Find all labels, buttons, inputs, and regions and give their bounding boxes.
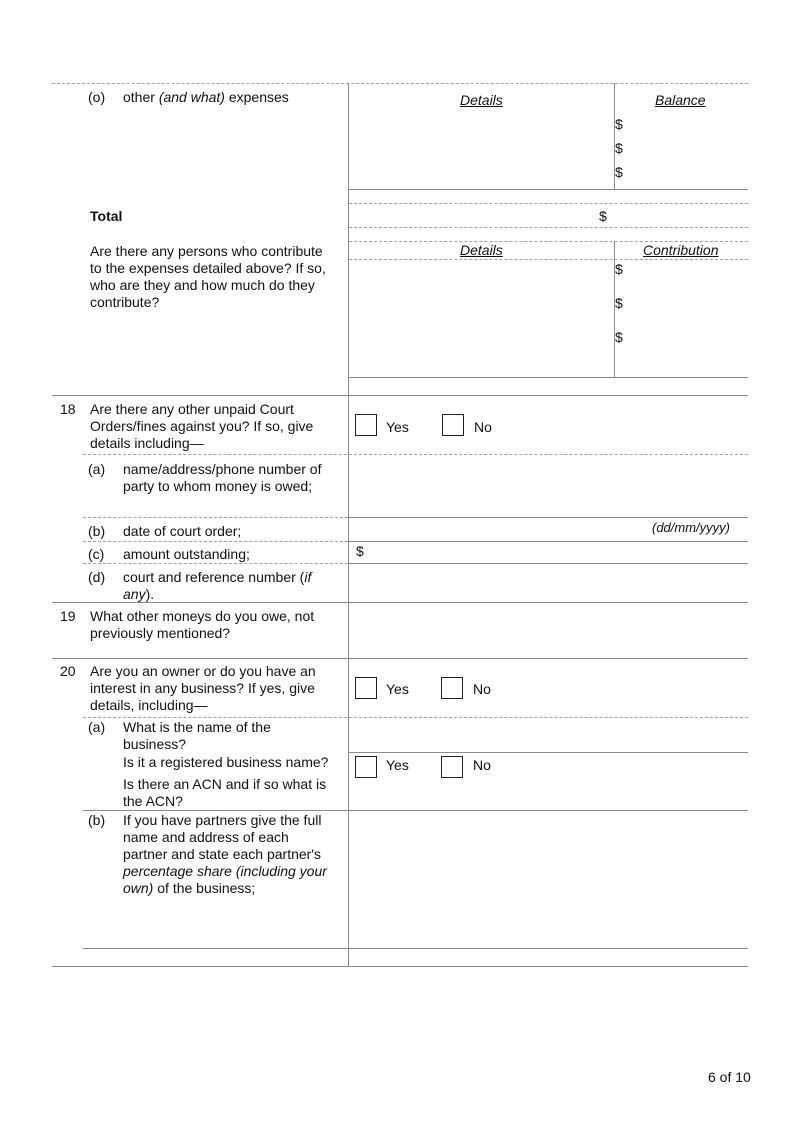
q18d-number: (d) xyxy=(88,569,106,585)
bottom-rule xyxy=(52,966,748,967)
top-rule xyxy=(52,83,748,84)
item-o-label-post: expenses xyxy=(224,89,289,105)
contrib-question-line-4: contribute? xyxy=(90,294,160,310)
details-header: Details xyxy=(460,92,503,108)
q18a-line-1: name/address/phone number of xyxy=(123,461,322,477)
q19-line-1: What other moneys do you owe, not xyxy=(90,608,315,624)
q18-yes-label: Yes xyxy=(386,419,409,435)
total-bottom-rule xyxy=(349,227,748,228)
q19-line-2: previously mentioned? xyxy=(90,625,231,641)
contrib-dollar-2: $ xyxy=(615,295,623,311)
q19-top-rule xyxy=(52,602,748,603)
q18-no-label: No xyxy=(474,419,492,435)
total-label: Total xyxy=(90,208,123,224)
q20-number: 20 xyxy=(60,663,76,679)
q20b-line-5 xyxy=(123,880,255,897)
q20b-line-3: partner and state each partner's xyxy=(123,846,322,862)
q20a-acn-line-1: Is there an ACN and if so what is xyxy=(123,776,327,792)
q18a-line-2: party to whom money is owed; xyxy=(123,478,313,494)
q20b-top-rule xyxy=(83,810,748,811)
q18-line-1: Are there any other unpaid Court xyxy=(90,401,294,417)
q20-line-3: details, including— xyxy=(90,697,208,713)
q20b-line-5-em: own) xyxy=(123,880,154,896)
q18b-date-format: (dd/mm/yyyy) xyxy=(652,520,730,535)
q20a-line-1: What is the name of the xyxy=(123,719,271,735)
q18d-text-post: ). xyxy=(145,586,155,602)
q18a-top-rule xyxy=(83,454,748,455)
balance-dollar-1: $ xyxy=(615,116,623,132)
q20-no-label: No xyxy=(473,681,491,697)
contrib-details-header: Details xyxy=(460,242,503,258)
q20b-line-2: name and address of each xyxy=(123,829,289,845)
q18b-top-rule-right xyxy=(349,517,748,518)
contrib-question-line-2: to the expenses detailed above? If so, xyxy=(90,260,326,276)
q18-top-rule xyxy=(52,395,748,396)
q20a-reg-no-checkbox[interactable] xyxy=(441,756,463,778)
q20-yes-checkbox[interactable] xyxy=(355,677,377,699)
balance-dollar-2: $ xyxy=(615,140,623,156)
q18-line-2: Orders/fines against you? If so, give xyxy=(90,418,314,434)
q20-no-checkbox[interactable] xyxy=(441,677,463,699)
q18d-line-1 xyxy=(123,569,311,586)
contrib-question-line-1: Are there any persons who contribute xyxy=(90,243,323,259)
item-o-label xyxy=(123,89,289,106)
q20-line-2: interest in any business? If yes, give xyxy=(90,680,315,696)
q20a-top-rule xyxy=(83,717,748,718)
balance-dollar-3: $ xyxy=(615,164,623,180)
q20-yes-label: Yes xyxy=(386,681,409,697)
q20b-bottom-rule xyxy=(83,948,748,949)
q18c-dollar: $ xyxy=(356,543,364,559)
q18b-top-rule-left xyxy=(83,517,348,518)
q20b-line-4: percentage share (including your xyxy=(123,863,327,879)
q18-line-3: details including— xyxy=(90,435,204,451)
q20a-acn-line-2: the ACN? xyxy=(123,793,183,809)
balance-bottom-rule xyxy=(349,189,748,190)
q18d-text-em1: if xyxy=(304,569,312,585)
contrib-bottom-rule xyxy=(349,377,748,378)
q18d-top-rule-right xyxy=(349,563,748,564)
balance-header: Balance xyxy=(655,92,706,108)
q18-no-checkbox[interactable] xyxy=(442,414,464,436)
q20a-reg-yes-label: Yes xyxy=(386,757,409,773)
q20b-line-5-post: of the business; xyxy=(153,880,256,896)
q18b-number: (b) xyxy=(88,523,106,539)
page-number: 6 of 10 xyxy=(708,1069,751,1085)
q18-yes-checkbox[interactable] xyxy=(355,414,377,436)
contrib-dollar-1: $ xyxy=(615,261,623,277)
q20a-reg-yes-checkbox[interactable] xyxy=(355,756,377,778)
q20a-line-2: business? xyxy=(123,736,187,752)
q20a-registered-question: Is it a registered business name? xyxy=(123,754,329,770)
q20-top-rule xyxy=(52,658,748,659)
total-top-rule xyxy=(349,203,748,204)
q18c-top-rule-right xyxy=(349,541,748,542)
contribution-header: Contribution xyxy=(643,242,719,258)
q19-number: 19 xyxy=(60,608,76,624)
item-o-label-pre: other xyxy=(123,89,159,105)
q20-line-1: Are you an owner or do you have an xyxy=(90,663,316,679)
item-o-number: (o) xyxy=(88,89,106,105)
q18d-line-2 xyxy=(123,586,154,603)
main-column-divider xyxy=(348,83,349,966)
contrib-header-rule xyxy=(349,259,748,260)
q18d-text-pre: court and reference number ( xyxy=(123,569,305,585)
item-o-label-em: (and what) xyxy=(158,89,225,105)
q18d-top-rule-left xyxy=(83,563,348,564)
q18b-label: date of court order; xyxy=(123,523,242,539)
q18-number: 18 xyxy=(60,401,76,417)
q20a-reg-no-label: No xyxy=(473,757,491,773)
q20b-line-1: If you have partners give the full xyxy=(123,812,322,828)
q18c-number: (c) xyxy=(88,546,105,562)
q20b-number: (b) xyxy=(88,812,106,828)
total-dollar: $ xyxy=(599,208,607,224)
q18c-top-rule-left xyxy=(83,541,348,542)
q20a-number: (a) xyxy=(88,719,106,735)
q20a-reg-rule xyxy=(349,752,748,753)
q18c-label: amount outstanding; xyxy=(123,546,250,562)
contrib-dollar-3: $ xyxy=(615,329,623,345)
q18d-text-em2: any xyxy=(123,586,146,602)
contrib-question-line-3: who are they and how much do they xyxy=(90,277,315,293)
q18a-number: (a) xyxy=(88,461,106,477)
